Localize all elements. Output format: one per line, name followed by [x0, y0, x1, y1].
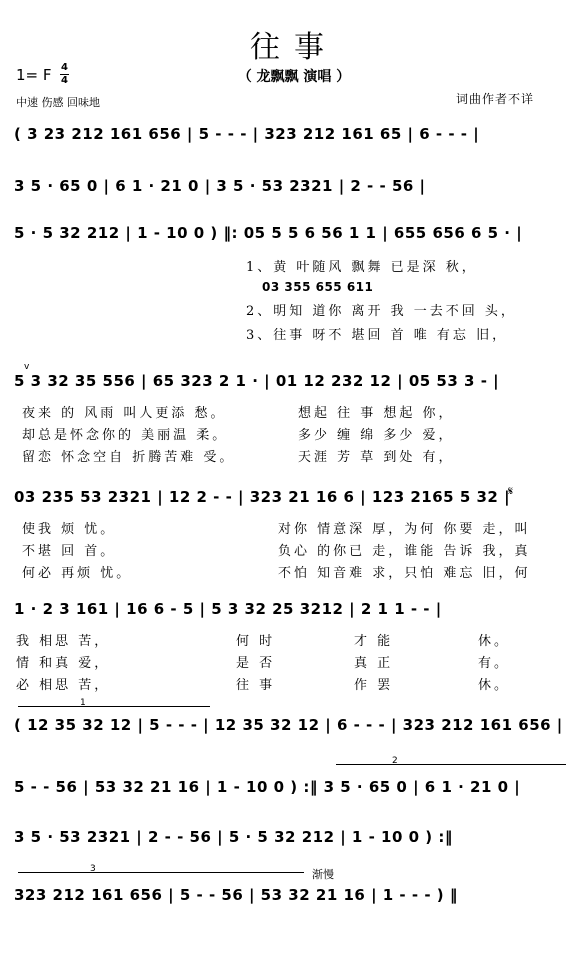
lyric-row-5-b: 对你 情意深 厚，为何 你要 走，叫	[278, 522, 531, 537]
score-line-8: 5 - - 56 | 53 32 21 16 | 1 - 10 0 ) :‖ 3 5 · 65 0 | 6 1 · 21 0 |	[14, 778, 521, 796]
breath-mark: v	[24, 362, 30, 372]
segno-icon: 𝄋	[508, 484, 514, 498]
lyric-row-4-b: 想起 往 事 想起 你，	[298, 406, 455, 421]
tempo-change-marking: 渐慢	[312, 868, 334, 881]
composer-credit: 词曲作者不详	[456, 92, 535, 106]
lyric-row-6-f: 是 否	[236, 656, 276, 671]
score-line-7: ( 12 35 32 12 | 5 - - - | 12 35 32 12 | 6 - - - | 323 212 161 656 |	[14, 716, 563, 734]
key-signature: 1= F	[16, 66, 52, 84]
lyric-verse-2-a: 2、明知 道你 离开 我 一去不回 头，	[246, 304, 517, 319]
lyric-row-4-d: 多少 缠 绵 多少 爱，	[298, 428, 455, 443]
score-line-9: 3 5 · 53 2321 | 2 - - 56 | 5 · 5 32 212 | 1 - 10 0 ) :‖	[14, 828, 453, 846]
lyric-row-6-g: 真 正	[354, 656, 394, 671]
lyric-row-6-i: 必 相思 苦，	[16, 678, 111, 693]
song-title: 往事	[250, 30, 338, 65]
singer-credit: （ 龙飘飘 演唱 ）	[237, 69, 351, 85]
time-signature	[60, 63, 69, 86]
score-line-4: 5 3 32 35 556 | 65 323 2 1 · | 01 12 232 12 | 05 53 3 - |	[14, 372, 500, 390]
lyric-row-4-c: 却总是怀念你的 美丽温 柔。	[22, 428, 229, 443]
volta-3-label: 3	[90, 864, 96, 874]
lyric-row-5-c: 不堪 回 首。	[22, 544, 117, 559]
lyric-row-6-a: 我 相思 苦，	[16, 634, 111, 649]
lyric-row-5-f: 不怕 知音难 求，只怕 难忘 旧，何	[278, 566, 531, 581]
lyric-row-6-d: 休。	[478, 634, 511, 649]
lyric-row-5-e: 何必 再烦 忧。	[22, 566, 133, 581]
score-line-1: ( 3 23 212 161 656 | 5 - - - | 323 212 161 65 | 6 - - - |	[14, 125, 480, 143]
lyric-row-6-e: 情 和真 爱，	[16, 656, 111, 671]
lyric-row-6-l: 休。	[478, 678, 511, 693]
score-line-3: 5 · 5 32 212 | 1 - 10 0 ) ‖: 05 5 5 6 56 1 1 | 655 656 6 5 · |	[14, 224, 523, 242]
lyric-row-6-b: 何 时	[236, 634, 276, 649]
score-line-6: 1 · 2 3 161 | 16 6 - 5 | 5 3 32 25 3212 | 2 1 1 - - |	[14, 600, 442, 618]
volta-2-line	[336, 764, 566, 765]
lyric-verse-1-a: 1、黄 叶随风 飘舞 已是深 秋，	[246, 260, 478, 275]
volta-1-line	[18, 706, 210, 707]
lyric-row-5-a: 使我 烦 忧。	[22, 522, 117, 537]
tempo-marking: 中速 伤感 回味地	[16, 96, 100, 109]
alt-melody: 03 355 655 611	[262, 280, 374, 294]
score-line-10: 323 212 161 656 | 5 - - 56 | 53 32 21 16 | 1 - - - ) ‖	[14, 886, 458, 904]
meter-bottom: 4	[61, 75, 68, 86]
lyric-row-6-j: 往 事	[236, 678, 276, 693]
volta-1-label: 1	[80, 698, 86, 708]
score-line-2: 3 5 · 65 0 | 6 1 · 21 0 | 3 5 · 53 2321 | 2 - - 56 |	[14, 177, 426, 195]
volta-3-line	[18, 872, 304, 873]
lyric-row-6-k: 作 罢	[354, 678, 394, 693]
lyric-row-6-h: 有。	[478, 656, 511, 671]
lyric-row-6-c: 才 能	[354, 634, 394, 649]
meter-top: 4	[61, 62, 68, 73]
lyric-row-4-a: 夜来 的 风雨 叫人更添 愁。	[22, 406, 227, 421]
volta-2-label: 2	[392, 756, 398, 766]
lyric-verse-3-a: 3、往事 呀不 堪回 首 唯 有忘 旧，	[246, 328, 509, 343]
score-line-5: 03 235 53 2321 | 12 2 - - | 323 21 16 6 | 123 2165 5 32 |	[14, 488, 511, 506]
lyric-row-4-f: 天涯 芳 草 到处 有，	[298, 450, 455, 465]
lyric-row-4-e: 留恋 怀念空自 折腾苦难 受。	[22, 450, 236, 465]
lyric-row-5-d: 负心 的你已 走，谁能 告诉 我，真	[278, 544, 531, 559]
